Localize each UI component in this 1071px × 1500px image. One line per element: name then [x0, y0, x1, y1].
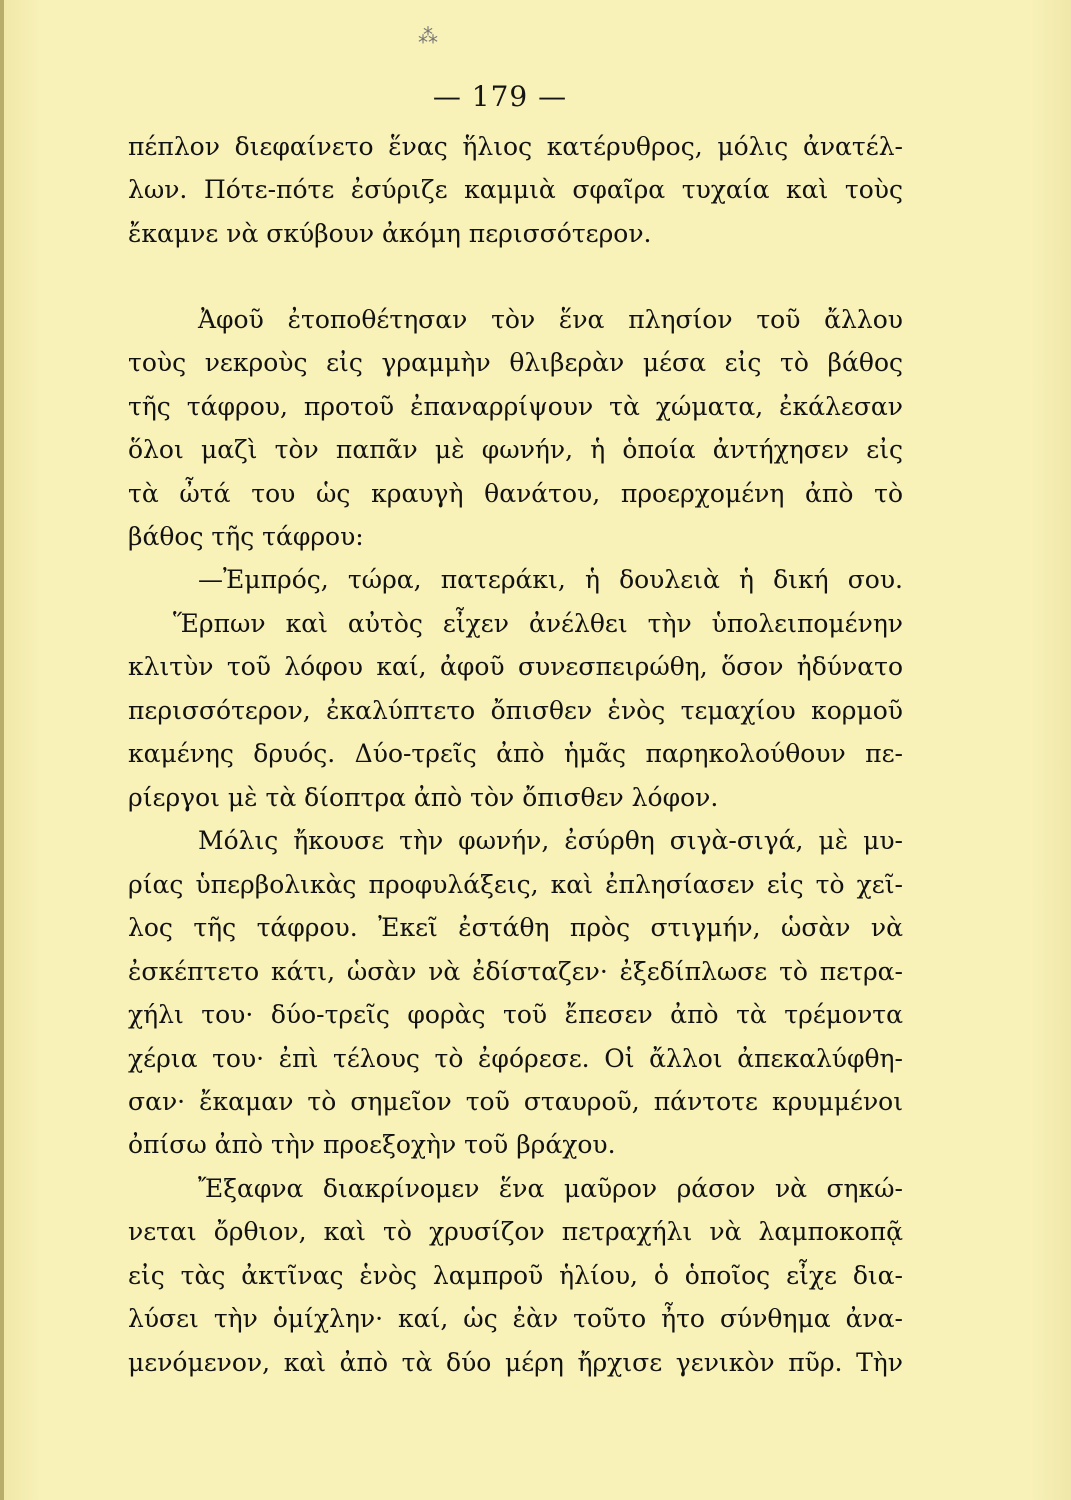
text-line: σαν· ἔκαμαν τὸ σημεῖον τοῦ σταυροῦ, πάντοτε κρυμμένοι: [128, 1087, 903, 1116]
text-line: Ἀφοῦ ἐτοποθέτησαν τὸν ἕνα πλησίον τοῦ ἄλλου: [198, 305, 903, 334]
text-line: χήλι του· δύο-τρεῖς φορὰς τοῦ ἔπεσεν ἀπὸ τὰ τρέμοντα: [128, 1000, 903, 1029]
text-line: ρίεργοι μὲ τὰ δίοπτρα ἀπὸ τὸν ὄπισθεν λόφον.: [128, 783, 719, 812]
text-line: μενόμενον, καὶ ἀπὸ τὰ δύο μέρη ἤρχισε γενικὸν πῦρ. Τὴν: [128, 1348, 903, 1377]
text-line: λύσει τὴν ὁμίχλην· καί, ὡς ἐὰν τοῦτο ἦτο σύνθημα ἀνα-: [128, 1304, 903, 1333]
text-line: Μόλις ἤκουσε τὴν φωνήν, ἐσύρθη σιγὰ-σιγά, μὲ μυ-: [198, 826, 903, 855]
text-line: εἰς τὰς ἀκτῖνας ἑνὸς λαμπροῦ ἡλίου, ὁ ὁποῖος εἶχε δια-: [128, 1261, 903, 1290]
text-line: τοὺς νεκροὺς εἰς γραμμὴν θλιβερὰν μέσα εἰς τὸ βάθος: [128, 348, 903, 377]
text-line: Ἔξαφνα διακρίνομεν ἕνα μαῦρον ράσον νὰ σηκώ-: [198, 1174, 903, 1203]
text-line: ἔκαμνε νὰ σκύβουν ἀκόμη περισσότερον.: [128, 219, 652, 248]
text-line: ὀπίσω ἀπὸ τὴν προεξοχὴν τοῦ βράχου.: [128, 1130, 616, 1159]
text-line: λων. Πότε-πότε ἐσύριζε καμμιὰ σφαῖρα τυχαία καὶ τοὺς: [128, 175, 903, 204]
text-line: τῆς τάφρου, προτοῦ ἐπαναρρίψουν τὰ χώματα, ἐκάλεσαν: [128, 392, 903, 421]
text-line: —Ἐμπρός, τώρα, πατεράκι, ἡ δουλειὰ ἡ δική σου.: [198, 565, 903, 594]
page-edge: [0, 0, 4, 1500]
text-line: ἐσκέπτετο κάτι, ὡσὰν νὰ ἐδίσταζεν· ἐξεδίπλωσε τὸ πετρα-: [128, 957, 903, 986]
text-line: βάθος τῆς τάφρου:: [128, 522, 364, 551]
text-line: καμένης δρυός. Δύο-τρεῖς ἀπὸ ἡμᾶς παρηκολούθουν πε-: [128, 739, 903, 768]
text-line: περισσότερον, ἐκαλύπτετο ὄπισθεν ἑνὸς τεμαχίου κορμοῦ: [128, 696, 903, 725]
text-line: νεται ὄρθιον, καὶ τὸ χρυσίζον πετραχήλι νὰ λαμποκοπᾷ: [128, 1217, 903, 1246]
text-line: κλιτὺν τοῦ λόφου καί, ἀφοῦ συνεσπειρώθη, ὅσον ἠδύνατο: [128, 652, 903, 681]
text-line: ὅλοι μαζὶ τὸν παπᾶν μὲ φωνήν, ἡ ὁποία ἀντήχησεν εἰς: [128, 435, 903, 464]
text-line: χέρια του· ἐπὶ τέλους τὸ ἐφόρεσε. Οἱ ἄλλοι ἀπεκαλύφθη-: [128, 1044, 903, 1073]
text-line: λος τῆς τάφρου. Ἐκεῖ ἐστάθη πρὸς στιγμήν, ὡσὰν νὰ: [128, 913, 903, 942]
text-line: Ἕρπων καὶ αὐτὸς εἶχεν ἀνέλθει τὴν ὑπολειπομένην: [173, 609, 903, 638]
text-line: τὰ ὦτά του ὡς κραυγὴ θανάτου, προερχομένη ἀπὸ τὸ: [128, 479, 903, 508]
page-number: — 179 —: [432, 80, 568, 113]
library-mark: ⁂: [418, 24, 438, 48]
text-line: ρίας ὑπερβολικὰς προφυλάξεις, καὶ ἐπλησίασεν εἰς τὸ χεῖ-: [128, 870, 903, 899]
text-line: πέπλον διεφαίνετο ἕνας ἥλιος κατέρυθρος, μόλις ἀνατέλ-: [128, 132, 903, 161]
